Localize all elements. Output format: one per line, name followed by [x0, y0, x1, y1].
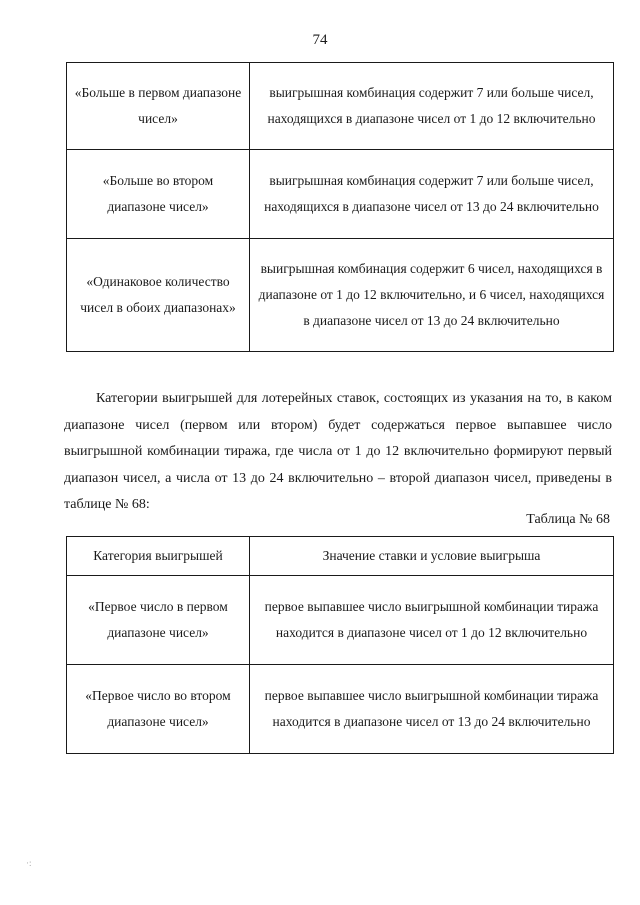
body-paragraph: Категории выигрышей для лотерейных ставок, состоящих из указания на то, в каком диапазоне чисел (первом или втором) будет содержаться первое выпавшее число выигрышной комбинации тиража, где числа от 1 до 12 включительно формируют первый диапазон чисел, а числа от 13 до 24 включительно – второй диапазон чисел, приведены в таблице № 68: [64, 391, 612, 512]
page-number: 74 [312, 32, 328, 48]
category-cell: «Первое число в первом диапазоне чисел» [67, 576, 250, 665]
table-row [67, 665, 614, 754]
category-cell: «Больше во втором диапазоне чисел» [67, 150, 250, 239]
prize-categories-table-continued [66, 62, 614, 352]
header-condition: Значение ставки и условие выигрыша [250, 537, 614, 576]
table-row [67, 239, 614, 352]
scan-mark: ·: [26, 858, 32, 868]
condition-cell: первое выпавшее число выигрышной комбинации тиража находится в диапазоне чисел от 1 до 12 включительно [250, 576, 614, 665]
category-cell: «Первое число во втором диапазоне чисел» [67, 665, 250, 754]
condition-cell: выигрышная комбинация содержит 7 или больше чисел, находящихся в диапазоне чисел от 13 до 24 включительно [250, 150, 614, 239]
category-cell: «Одинаковое количество чисел в обоих диапазонах» [67, 239, 250, 352]
table-68 [66, 536, 614, 754]
table-row [67, 576, 614, 665]
table-header-row [67, 537, 614, 576]
category-cell: «Больше в первом диапазоне чисел» [67, 63, 250, 150]
condition-cell: первое выпавшее число выигрышной комбинации тиража находится в диапазоне чисел от 13 до 24 включительно [250, 665, 614, 754]
condition-cell: выигрышная комбинация содержит 6 чисел, находящихся в диапазоне от 1 до 12 включительно, и 6 чисел, находящихся в диапазоне чисел от 13 до 24 включительно [250, 239, 614, 352]
table-row [67, 150, 614, 239]
table-row [67, 63, 614, 150]
table-caption: Таблица № 68 [526, 512, 610, 527]
condition-cell: выигрышная комбинация содержит 7 или больше чисел, находящихся в диапазоне чисел от 1 до 12 включительно [250, 63, 614, 150]
header-category: Категория выигрышей [67, 537, 250, 576]
